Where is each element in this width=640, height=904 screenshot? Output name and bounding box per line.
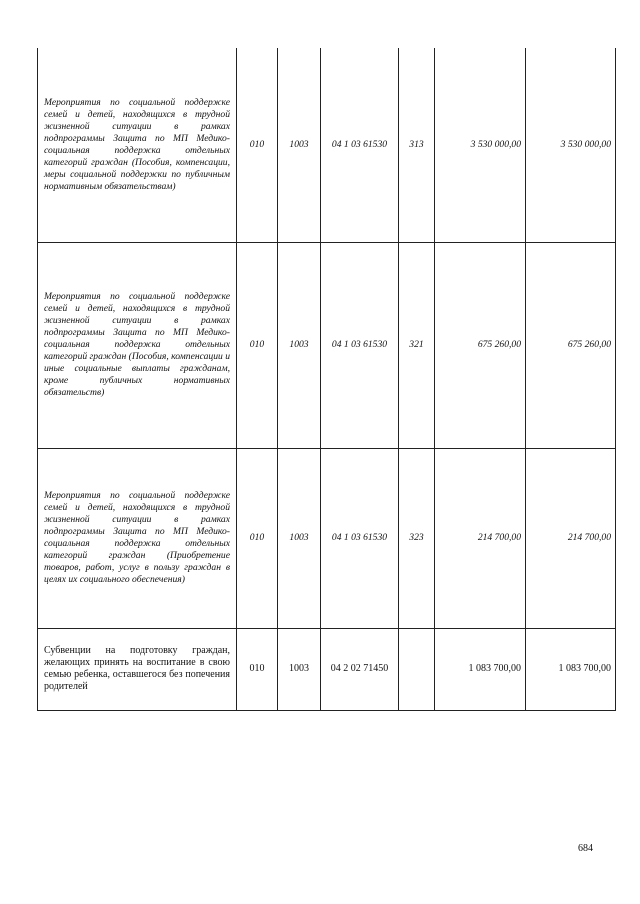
row-description: Мероприятия по социальной поддержке семей и детей, находящихся в трудной жизненной ситуации в рамках подпрограммы Защита по МП Медико-социальная поддержка отдельных категорий граждан (Приобретение товаров, работ, услуг в пользу граждан в целях их социального обеспечения)	[38, 448, 237, 628]
expense-type-code: 323	[399, 448, 435, 628]
table-row	[38, 628, 616, 710]
amount-1: 214 700,00	[435, 448, 526, 628]
amount-1: 675 260,00	[435, 242, 526, 448]
target-code: 04 1 03 61530	[321, 48, 399, 242]
section-code: 1003	[278, 628, 321, 710]
amount-2: 214 700,00	[526, 448, 616, 628]
target-code: 04 1 03 61530	[321, 448, 399, 628]
ministry-code: 010	[237, 628, 278, 710]
target-code: 04 2 02 71450	[321, 628, 399, 710]
section-code: 1003	[278, 242, 321, 448]
amount-2: 1 083 700,00	[526, 628, 616, 710]
table-row	[38, 48, 616, 242]
amount-1: 3 530 000,00	[435, 48, 526, 242]
expense-type-code: 321	[399, 242, 435, 448]
ministry-code: 010	[237, 242, 278, 448]
page-number: 684	[578, 843, 593, 854]
budget-table	[37, 48, 616, 711]
target-code: 04 1 03 61530	[321, 242, 399, 448]
expense-type-code: 313	[399, 48, 435, 242]
amount-1: 1 083 700,00	[435, 628, 526, 710]
expense-type-code	[399, 628, 435, 710]
amount-2: 675 260,00	[526, 242, 616, 448]
amount-2: 3 530 000,00	[526, 48, 616, 242]
ministry-code: 010	[237, 448, 278, 628]
table-row	[38, 242, 616, 448]
section-code: 1003	[278, 48, 321, 242]
row-description: Субвенции на подготовку граждан, желающих принять на воспитание в свою семью ребенка, оставшегося без попечения родителей	[38, 628, 237, 710]
row-description: Мероприятия по социальной поддержке семей и детей, находящихся в трудной жизненной ситуации в рамках подпрограммы Защита по МП Медико-социальная поддержка отдельных категорий граждан (Пособия, компенсации и иные социальные выплаты гражданам, кроме публичных нормативных обязательств)	[38, 242, 237, 448]
table-row	[38, 448, 616, 628]
row-description: Мероприятия по социальной поддержке семей и детей, находящихся в трудной жизненной ситуации в рамках подпрограммы Защита по МП Медико-социальная поддержка отдельных категорий граждан (Пособия, компенсации, меры социальной поддержки по публичным нормативным обязательствам)	[38, 48, 237, 242]
section-code: 1003	[278, 448, 321, 628]
ministry-code: 010	[237, 48, 278, 242]
